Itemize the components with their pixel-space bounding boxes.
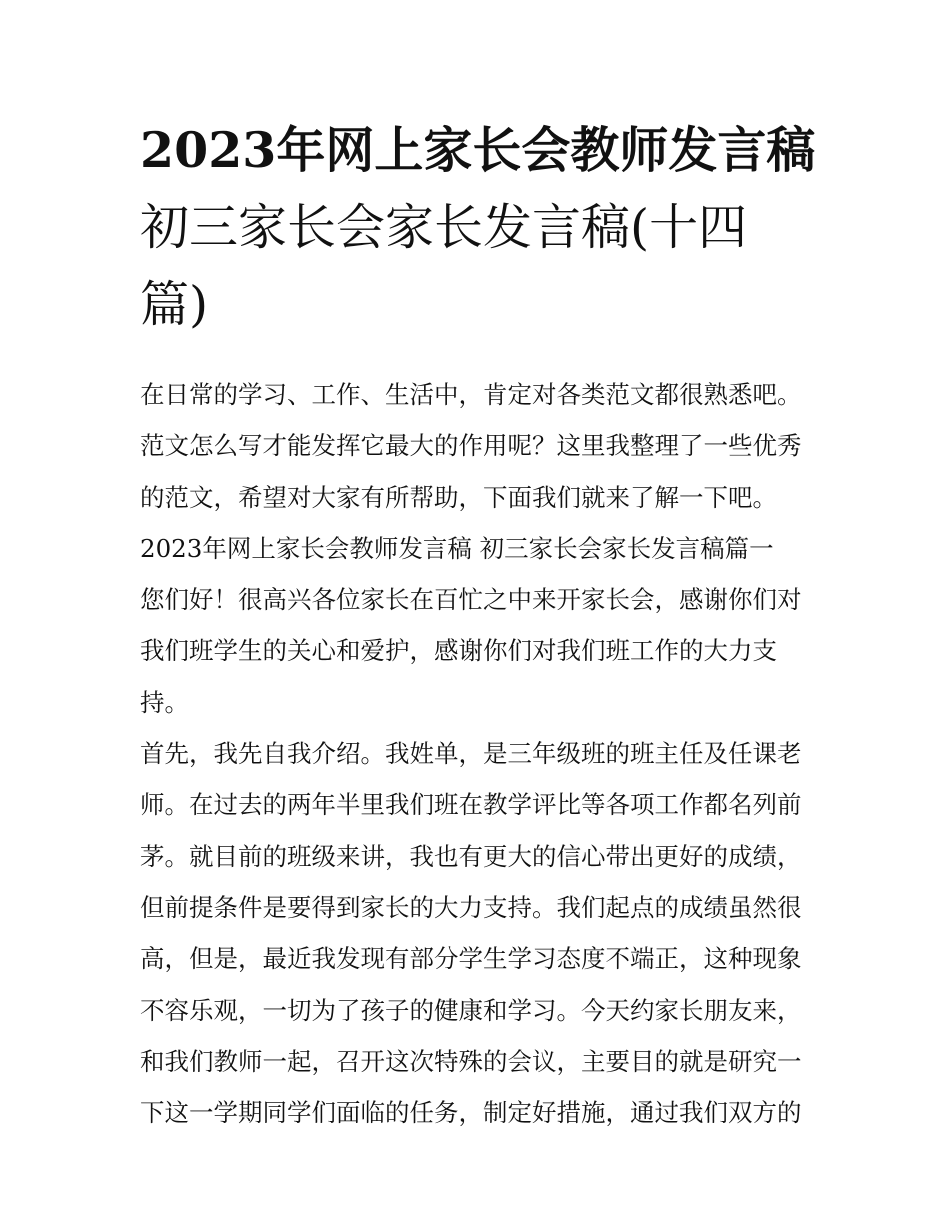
body-line: 茅。就目前的班级来讲，我也有更大的信心带出更好的成绩， (140, 841, 802, 871)
body-line: 您们好！很高兴各位家长在百忙之中来开家长会，感谢你们对 (140, 585, 802, 615)
document-body (140, 369, 812, 1138)
body-line: 不容乐观，一切为了孩子的健康和学习。今天约家长朋友来， (140, 995, 802, 1025)
body-line: 范文怎么写才能发挥它最大的作用呢？这里我整理了一些优秀 (140, 431, 802, 461)
body-line: 的范文，希望对大家有所帮助，下面我们就来了解一下吧。 (140, 482, 777, 512)
body-line: 和我们教师一起，召开这次特殊的会议，主要目的就是研究一 (140, 1046, 802, 1076)
title-line: 篇) (140, 276, 209, 333)
document-page (140, 112, 816, 1138)
body-line: 在日常的学习、工作、生活中，肯定对各类范文都很熟悉吧。 (140, 380, 802, 409)
title-line: 2023年网上家长会教师发言稿 (140, 121, 816, 179)
title-line: 初三家长会家长发言稿(十四 (140, 199, 748, 256)
document-title (140, 112, 816, 343)
section-heading: 2023年网上家长会教师发言稿 初三家长会家长发言稿篇一 (140, 533, 774, 563)
body-line: 但前提条件是要得到家长的大力支持。我们起点的成绩虽然很 (140, 892, 802, 922)
body-line: 首先，我先自我介绍。我姓单，是三年级班的班主任及任课老 (140, 739, 802, 769)
body-line: 高，但是，最近我发现有部分学生学习态度不端正，这种现象 (140, 944, 802, 974)
body-line: 下这一学期同学们面临的任务，制定好措施，通过我们双方的 (140, 1098, 802, 1128)
body-line: 我们班学生的关心和爱护，感谢你们对我们班工作的大力支 (140, 636, 777, 666)
body-line: 师。在过去的两年半里我们班在教学评比等各项工作都名列前 (140, 790, 802, 820)
body-line: 持。 (140, 687, 189, 717)
